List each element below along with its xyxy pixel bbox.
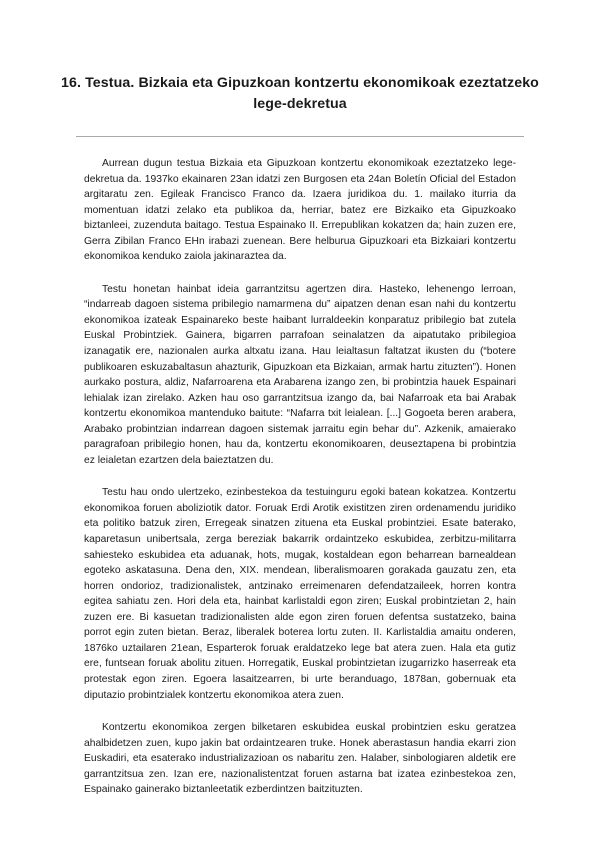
paragraph-2: Testu honetan hainbat ideia garrantzitsu agertzen dira. Hasteko, lehenengo lerroan, “indarreab dagoen sistema pribilegio namarmena du” aipatzen denan esan nahi du kontzertu ekonomikoa izateak Espainareko beste haibant lurraldeekin konparatuz pribilegio bat zutela Euskal Probintziek. Gainera, bigarren parrafoan seinalatzen da aipatutako pribilegioa izanagatik ere, nazionalen aurka altxatu izana. Hau leialtasun faltatzat ikusten du (“botere publikoaren eskuzabaltasun ahazturik, Gipuzkoan eta Bizkaian, armak hartu zituzten”). Honen aurkako postura, aldiz, Nafarroarena eta Arabarena izango zen, bi probintzia hauek Espainari lehialak izan zirelako. Azken hau oso garrantzitsua izango da, bai Nafarroak eta bai Arabak kontzertu ekonomikoa mantenduko baitute: “Nafarra txit leialean. [...] Gogoeta beren arabera, Arabako probintzian indarrean dagoen sistemak jarraitu egin behar du”. Azkenik, amaierako paragrafoan pribilegio honen, hau da, kontzertu ekonomikoaren, deuseztapena bi probintzia ez leialetan ezartzen dela baieztatzen du.: [84, 283, 516, 466]
paragraph-4: Kontzertu ekonomikoa zergen bilketaren eskubidea euskal probintzien esku geratzea ahalbidetzen zuen, kupo jakin bat ordaintzearen truke. Honek aberastasun handia ekarri zion Euskadiri, eta esaterako industrializazioan os nabaritu zen. Halaber, sinbologiaren aldetik ere garrantzitsua zen. Izan ere, nazionalistentzat foruen astarna bat izatea ezinbestekoa zen, Espainako gainerako biztanleetatik ezberdintzen baitzituzten.: [84, 722, 516, 796]
paragraph-1: Aurrean dugun testua Bizkaia eta Gipuzkoan kontzertu ekonomikoak ezeztatzeko lege-dekretua da. 1937ko ekainaren 23an idatzi zen Burgosen eta 24an Boletín Oficial del Estadon argitaratu zen. Egileak Francisco Franco da. Izaera juridikoa du. 1. mailako iturria da momentuan idatzi zelako eta publikoa da, herriar, batez ere Bizkaiko eta Gipuzkoako biztanleei, zuzenduta baitago. Testua Espainako II. Errepublikan kokatzen da; hain zuzen ere, Gerra Zibilan Franco EHn irabazi zuenean. Bere helburua Gipuzkoari eta Bizkaiari kontzertu ekonomikoa kenduko zaiola jakinaraztea da.: [84, 158, 516, 263]
paragraph-3: Testu hau ondo ulertzeko, ezinbestekoa da testuinguru egoki batean kokatzea. Kontzertu ekonomikoa foruen aboliziotik dator. Foruak Erdi Arotik existitzen ziren ordenamendu juridiko eta politiko batzuk ziren, Erregeak sinatzen zituena eta Euskal probintziei. Esate baterako, kaparetasun unibertsala, zerga bereziak bakarrik ordaintzeko eskubidea, zerbitzu-militarra sahiesteko eskubidea eta aduanak, hots, mugak, kostaldean egon beharrean barnealdean egoteko askatasuna. Dena den, XIX. mendean, liberalismoaren gorakada gauzatu zen, eta horren ondorioz, tradizionalistek, antzinako erreimenaren defendatzaileek, horren kontra egitea sahiatu zen. Hori dela eta, hainbat karlistaldi egon ziren; Euskal probintzietan 2, hain zuzen ere. Bi kasuetan tradizionalisten alde egon ziren foruen defentsa sustatzeko, baina porrot egin zuten bietan. Beraz, liberalek boterea lortu zuten. II. Karlistaldia amaitu onderen, 1876ko uztailaren 21ean, Esparterok foruak eraldatzeko lege bat atera zuen. Hala eta gutiz ere, funtsean foruak abolitu zituen. Horregatik, Euskal probintzietan izugarrizko haserreak eta protestak egon ziren. Egoera lasaitzearren, bi urte beranduago, 1878an, gobernuak eta diputazio probintzialek kontzertu ekonomikoa atera zuen.: [84, 487, 516, 701]
document-title: 16. Testua. Bizkaia eta Gipuzkoan kontzertu ekonomikoak ezeztatzeko lege-dekretua: [61, 75, 539, 112]
document-body: [84, 156, 516, 815]
title-divider: [76, 136, 524, 137]
